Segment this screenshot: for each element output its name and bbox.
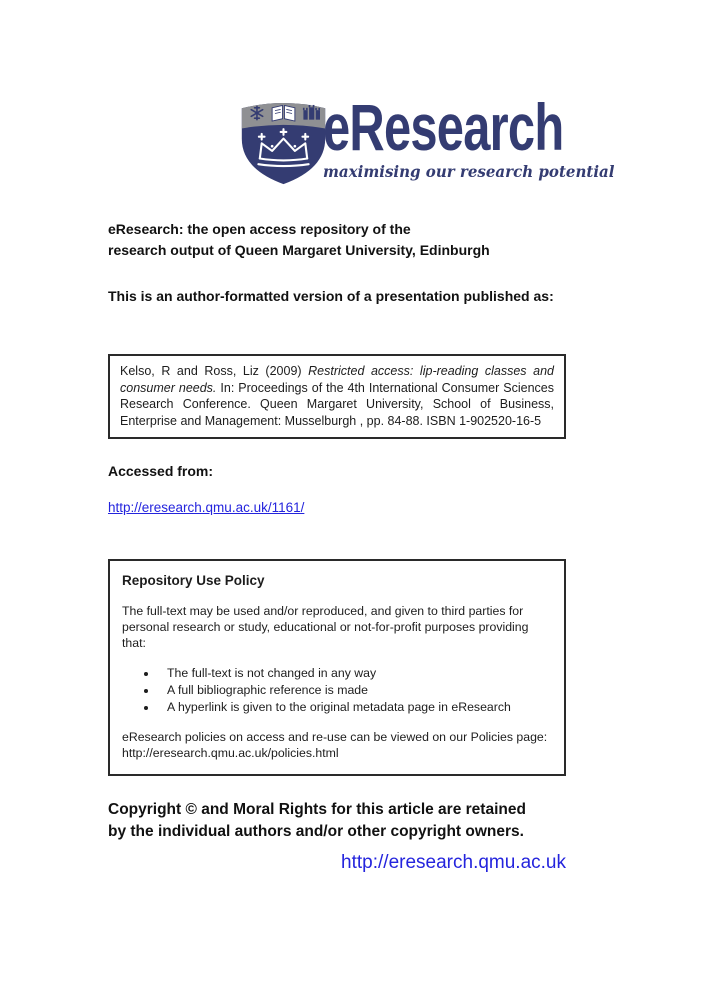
policy-bullet-list (122, 665, 550, 715)
eresearch-logo (236, 90, 615, 186)
citation-box (108, 354, 566, 439)
policy-outro-text: eResearch policies on access and re-use can be viewed on our Policies page: (122, 730, 548, 744)
copyright-line2: by the individual authors and/or other copyright owners. (108, 822, 524, 840)
accessed-from-label: Accessed from: (108, 463, 214, 479)
citation-text: Kelso, R and Ross, Liz (2009) Restricted access: lip-reading classes and consumer needs. In: Proceedings of the 4th International Consumer Sciences Research Conference. Queen Margaret University, School of Business, Enterprise and Management: Musselburgh , pp. 84-88. ISBN 1-902520-16-5 (120, 364, 555, 428)
policy-intro: The full-text may be used and/or reproduced, and given to third parties for personal research or study, educational or not-for-profit purposes providing that: (122, 604, 529, 650)
site-url-wrapper (108, 852, 566, 874)
copyright-line1: Copyright © and Moral Rights for this article are retained (108, 801, 526, 818)
qmu-shield-icon (236, 95, 331, 186)
policy-bullet: • A hyperlink is given to the original metadata page in eResearch (158, 699, 550, 715)
policy-bullet: • The full-text is not changed in any way (158, 665, 550, 681)
copyright-statement (108, 799, 526, 842)
repository-use-policy-box (108, 559, 566, 776)
repository-title-line1: eResearch: the open access repository of the (108, 221, 411, 237)
logo-wordmark: eResearch (323, 90, 564, 164)
shield-band (238, 100, 329, 129)
policy-title: Repository Use Policy (122, 573, 265, 588)
item-url-wrapper (108, 500, 304, 515)
site-url-link[interactable]: http://eresearch.qmu.ac.uk (341, 852, 566, 873)
item-url-link[interactable]: http://eresearch.qmu.ac.uk/1161/ (108, 500, 305, 515)
policy-bullet: • A full bibliographic reference is made (158, 682, 550, 698)
logo-tagline: maximising our research potential (323, 162, 615, 181)
policy-outro-url: http://eresearch.qmu.ac.uk/policies.html (122, 746, 339, 760)
policy-outro (122, 729, 550, 761)
version-statement: This is an author-formatted version of a presentation published as: (108, 288, 554, 304)
repository-title (108, 219, 490, 261)
repository-title-line2: research output of Queen Margaret University, Edinburgh (108, 242, 490, 258)
